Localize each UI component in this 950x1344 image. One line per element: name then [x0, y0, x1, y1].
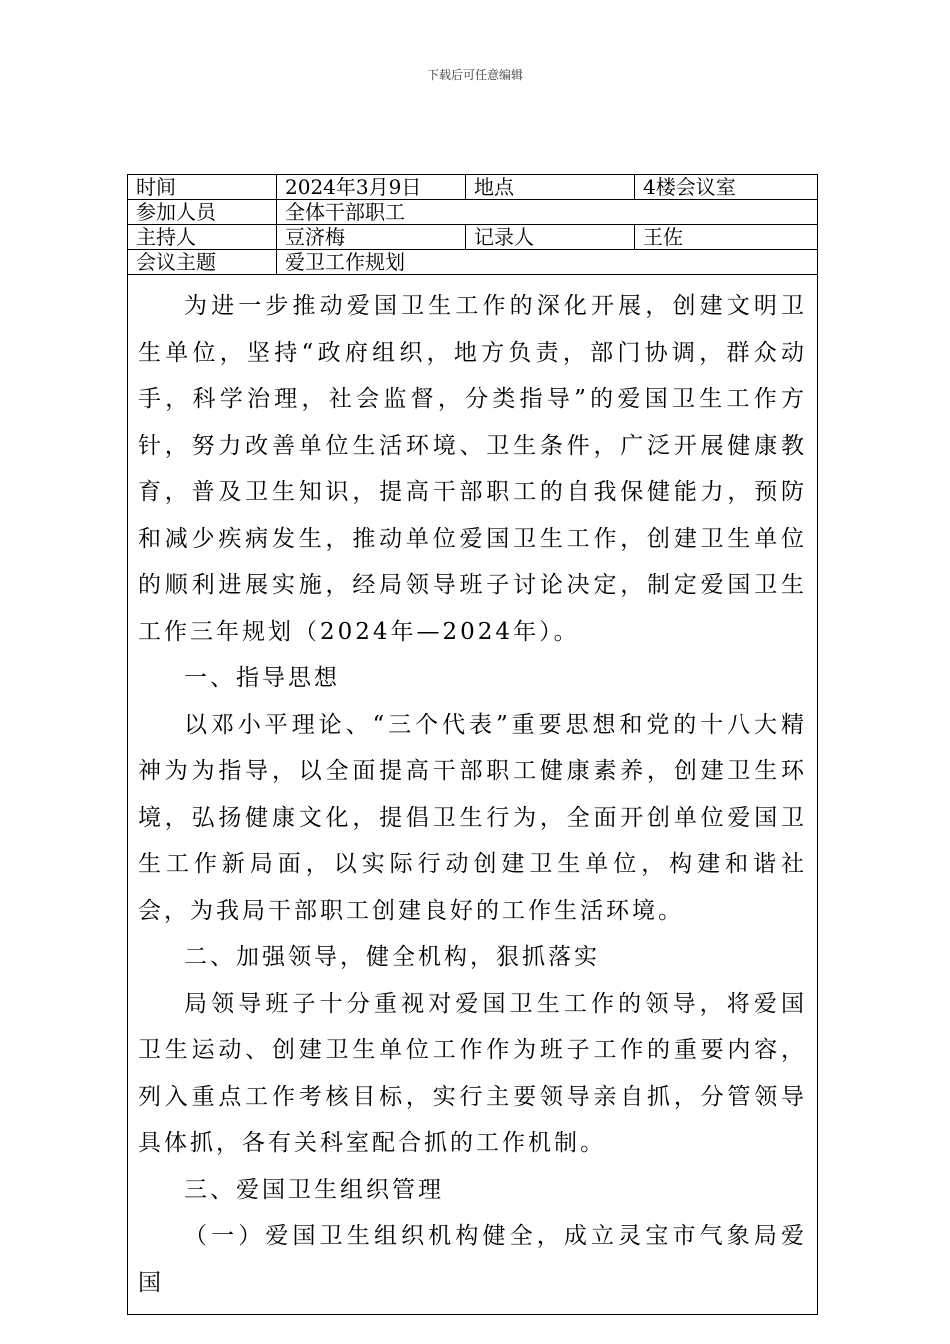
section2-paragraph: 局领导班子十分重视对爱国卫生工作的领导，将爱国卫生运动、创建卫生单位工作作为班子工作的重要内容，列入重点工作考核目标，实行主要领导亲自抓，分管领导具体抓，各有关科室配合抓的工作机制。 — [138, 990, 807, 1156]
section3-title: 三、爱国卫生组织管理 — [184, 1176, 444, 1203]
topic-value: 爱卫工作规划 — [277, 250, 818, 275]
place-label: 地点 — [466, 175, 635, 200]
section3-sub1-paragraph: （一）爱国卫生组织机构健全，成立灵宝市气象局爱国 — [138, 1223, 807, 1296]
meeting-record-table — [127, 174, 818, 1315]
topic-label: 会议主题 — [128, 250, 277, 275]
section2-title: 二、加强领导，健全机构，狠抓落实 — [184, 944, 600, 970]
host-value: 豆济梅 — [277, 225, 466, 250]
row-attendees — [128, 200, 818, 225]
row-host-recorder — [128, 225, 818, 250]
recorder-value: 王佐 — [635, 225, 818, 250]
row-time-place — [128, 175, 818, 200]
time-label: 时间 — [128, 175, 277, 200]
section1-title: 一、指导思想 — [184, 665, 340, 691]
place-value: 4楼会议室 — [635, 175, 818, 200]
row-topic — [128, 250, 818, 275]
body-content — [128, 275, 818, 1315]
page-header-note: 下载后可任意编辑 — [426, 68, 523, 82]
intro-paragraph: 为进一步推动爱国卫生工作的深化开展，创建文明卫生单位，坚持“政府组织，地方负责，部门协调，群众动手，科学治理，社会监督，分类指导”的爱国卫生工作方针，努力改善单位生活环境、卫生条件，广泛开展健康教育，普及卫生知识，提高干部职工的自我保健能力，预防和减少疾病发生，推动单位爱国卫生工作，创建卫生单位的顺利进展实施，经局领导班子讨论决定，制定爱国卫生工作三年规划（2024年—2024年）。 — [138, 293, 807, 645]
section1-paragraph: 以邓小平理论、“三个代表”重要思想和党的十八大精神为为指导，以全面提高干部职工健康素养，创建卫生环境，弘扬健康文化，提倡卫生行为，全面开创单位爱国卫生工作新局面，以实际行动创建卫生单位，构建和谐社会，为我局干部职工创建良好的工作生活环境。 — [138, 711, 807, 924]
attendees-value: 全体干部职工 — [277, 200, 818, 225]
recorder-label: 记录人 — [466, 225, 635, 250]
row-body — [128, 275, 818, 1315]
time-value: 2024年3月9日 — [277, 175, 466, 200]
host-label: 主持人 — [128, 225, 277, 250]
attendees-label: 参加人员 — [128, 200, 277, 225]
